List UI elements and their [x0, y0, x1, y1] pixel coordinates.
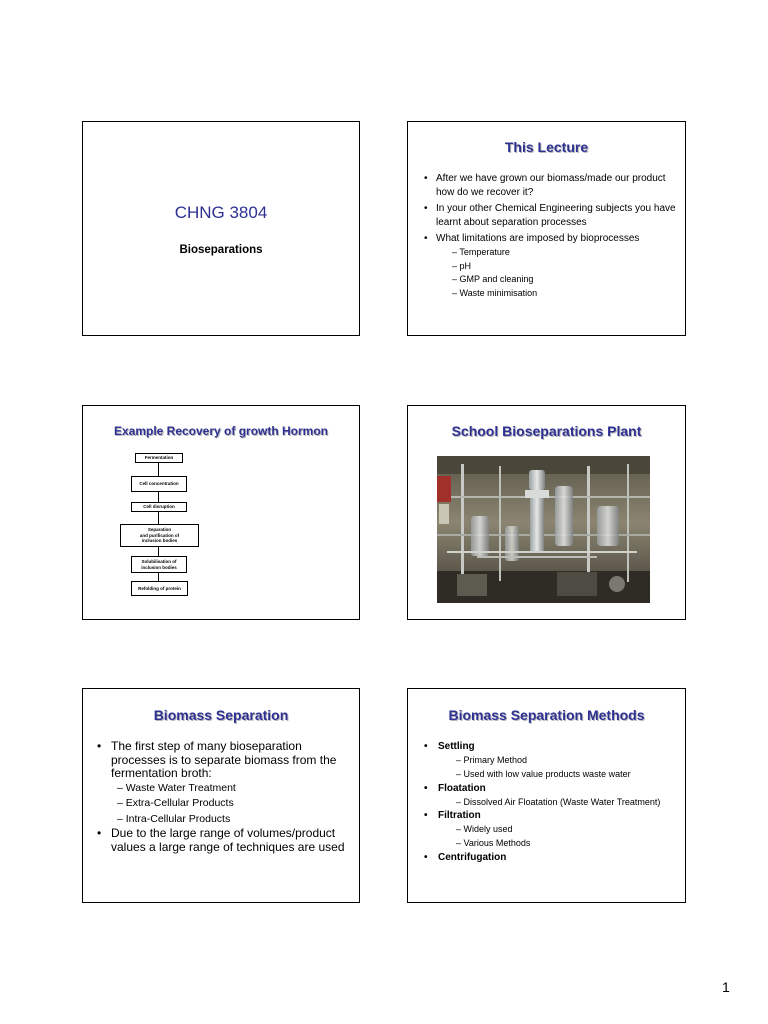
sub-bullet-item: – Waste minimisation — [452, 288, 538, 299]
bullet-list — [424, 172, 676, 301]
sub-bullet-item: – Intra-Cellular Products — [117, 812, 231, 825]
flow-step: Refolding of protein — [131, 581, 188, 596]
flow-step: Fermentation — [135, 453, 183, 463]
sub-bullet-item: – Extra-Cellular Products — [117, 797, 234, 809]
slide-title: School Bioseparations Plant — [451, 423, 642, 439]
flow-step: Cell concentration — [131, 476, 187, 492]
bioseparations-plant-image — [437, 456, 650, 603]
course-code: CHNG 3804 — [174, 203, 268, 222]
bullet-list — [97, 740, 352, 854]
sub-bullet-item: – Various Methods — [456, 838, 531, 849]
slide-subtitle: Bioseparations — [179, 244, 263, 256]
bullet-item: • Floatation — [424, 782, 682, 796]
flow-connector — [158, 546, 159, 556]
plant-photo — [437, 456, 650, 603]
sub-bullet-item: – Widely used — [456, 824, 513, 835]
flow-connector — [158, 492, 159, 502]
sub-bullet-item: – Temperature — [452, 247, 510, 257]
slide-title: Biomass Separation — [153, 707, 289, 723]
sub-bullet-item: – GMP and cleaning — [452, 274, 534, 285]
bullet-item: • Filtration — [424, 809, 682, 823]
flow-step: Solubilisation of inclusion bodies — [131, 556, 187, 573]
bullet-item: • What limitations are imposed by bioprocesses — [424, 232, 676, 246]
bullet-item: • After we have grown our biomass/made our product how do we recover it? — [424, 172, 676, 200]
bullet-list — [424, 740, 682, 865]
flow-step: Cell disruption — [131, 502, 187, 512]
bullet-item: • Centrifugation — [424, 851, 682, 865]
process-flowchart — [83, 406, 359, 619]
page-number: 1 — [722, 979, 730, 995]
bullet-item: • Settling — [424, 740, 682, 754]
slide-4 — [407, 405, 686, 620]
bullet-item: • The first step of many bioseparation processes is to separate biomass from the fermentation broth: — [97, 740, 352, 781]
bullet-item: • Due to the large range of volumes/product values a large range of techniques are used — [97, 827, 352, 854]
slide-6 — [407, 688, 686, 903]
sub-bullet-item: – Waste Water Treatment — [117, 781, 236, 794]
slide-3 — [82, 405, 360, 620]
bullet-item: • In your other Chemical Engineering subjects you have learnt about separation processes — [424, 202, 676, 230]
slide-2 — [407, 121, 686, 336]
slide-title: Biomass Separation Methods — [448, 707, 645, 723]
slide-5 — [82, 688, 360, 903]
flow-connector — [158, 511, 159, 524]
flow-step: Separation and purification of inclusion bodies — [120, 524, 199, 547]
flow-connector — [158, 462, 159, 476]
slide-title: This Lecture — [504, 139, 589, 155]
sub-bullet-item: – Primary Method — [456, 755, 528, 765]
sub-bullet-item: – pH — [452, 260, 472, 271]
slide-title: Example Recovery of growth Hormon — [113, 424, 329, 438]
sub-bullet-item: – Dissolved Air Floatation (Waste Water Treatment) — [456, 796, 661, 807]
flow-connector — [158, 572, 159, 581]
sub-bullet-item: – Used with low value products waste water — [456, 768, 631, 779]
slide-1 — [82, 121, 360, 336]
